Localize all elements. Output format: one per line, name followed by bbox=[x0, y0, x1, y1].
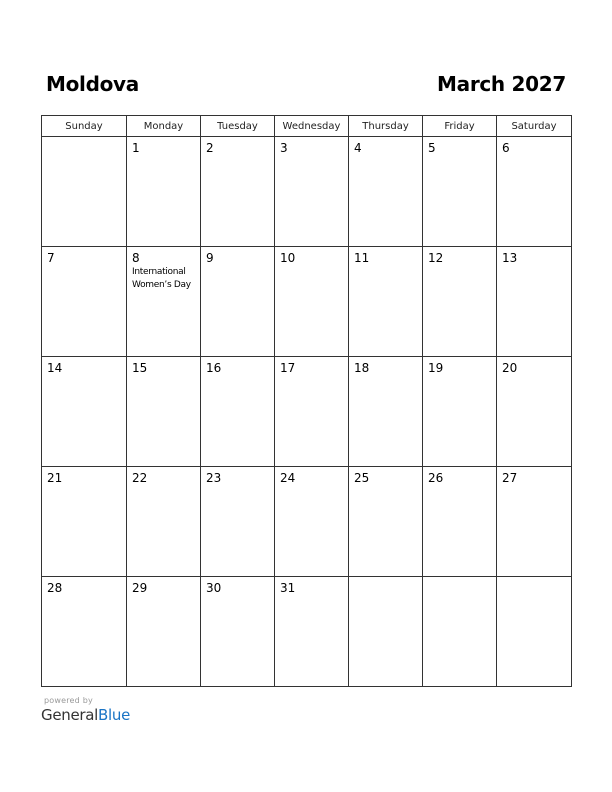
day-number: 26 bbox=[428, 471, 444, 485]
country-title: Moldova bbox=[46, 72, 139, 96]
weekday-thursday: Thursday bbox=[349, 116, 423, 137]
day-number: 24 bbox=[280, 471, 296, 485]
weekday-monday: Monday bbox=[127, 116, 201, 137]
day-number: 6 bbox=[502, 141, 510, 155]
day-number: 13 bbox=[502, 251, 518, 265]
day-cell bbox=[201, 357, 275, 467]
day-number: 29 bbox=[132, 581, 148, 595]
day-cell bbox=[497, 467, 572, 577]
weekday-sunday: Sunday bbox=[42, 116, 127, 137]
calendar-header bbox=[46, 70, 566, 100]
day-number: 16 bbox=[206, 361, 222, 375]
weekday-wednesday: Wednesday bbox=[275, 116, 349, 137]
day-cell bbox=[349, 467, 423, 577]
day-cell bbox=[349, 247, 423, 357]
day-cell bbox=[127, 357, 201, 467]
day-number: 15 bbox=[132, 361, 148, 375]
day-number bbox=[349, 577, 422, 581]
day-cell bbox=[42, 577, 127, 687]
brand-name-part1: General bbox=[41, 706, 99, 724]
day-number: 2 bbox=[206, 141, 214, 155]
day-cell bbox=[349, 137, 423, 247]
day-cell bbox=[349, 357, 423, 467]
week-row bbox=[42, 247, 572, 357]
day-number: 10 bbox=[280, 251, 296, 265]
day-cell bbox=[201, 577, 275, 687]
day-cell bbox=[497, 357, 572, 467]
day-cell bbox=[423, 137, 497, 247]
day-cell bbox=[275, 467, 349, 577]
day-number: 7 bbox=[47, 251, 55, 265]
day-number: 25 bbox=[354, 471, 370, 485]
day-number: 23 bbox=[206, 471, 222, 485]
day-cell bbox=[127, 137, 201, 247]
powered-by-text: powered by bbox=[44, 696, 93, 705]
calendar-grid bbox=[41, 115, 572, 687]
day-cell bbox=[275, 577, 349, 687]
day-number: 4 bbox=[354, 141, 362, 155]
day-number: 31 bbox=[280, 581, 296, 595]
day-number: 27 bbox=[502, 471, 518, 485]
holiday-label: International Women’s Day bbox=[132, 267, 191, 290]
day-number bbox=[423, 577, 496, 581]
day-number: 30 bbox=[206, 581, 222, 595]
day-number bbox=[42, 137, 126, 141]
weekday-saturday: Saturday bbox=[497, 116, 572, 137]
day-cell bbox=[423, 247, 497, 357]
day-number: 3 bbox=[280, 141, 288, 155]
day-cell bbox=[127, 467, 201, 577]
month-year-title: March 2027 bbox=[437, 72, 566, 96]
day-number: 12 bbox=[428, 251, 444, 265]
week-row bbox=[42, 357, 572, 467]
day-cell bbox=[349, 577, 423, 687]
day-cell bbox=[42, 467, 127, 577]
brand-name-part2: Blue bbox=[98, 706, 131, 724]
day-number: 22 bbox=[132, 471, 148, 485]
week-row bbox=[42, 467, 572, 577]
day-cell bbox=[275, 247, 349, 357]
day-cell bbox=[275, 137, 349, 247]
brand-logo[interactable] bbox=[41, 706, 130, 724]
day-cell bbox=[497, 137, 572, 247]
day-cell bbox=[127, 247, 201, 357]
day-cell bbox=[423, 467, 497, 577]
day-cell bbox=[127, 577, 201, 687]
week-row bbox=[42, 577, 572, 687]
week-row bbox=[42, 137, 572, 247]
day-cell bbox=[275, 357, 349, 467]
day-cell bbox=[42, 247, 127, 357]
day-cell bbox=[423, 357, 497, 467]
day-cell bbox=[201, 137, 275, 247]
day-cell bbox=[201, 247, 275, 357]
day-cell bbox=[42, 357, 127, 467]
day-number: 20 bbox=[502, 361, 518, 375]
day-cell bbox=[42, 137, 127, 247]
day-number: 21 bbox=[47, 471, 63, 485]
day-cell bbox=[497, 247, 572, 357]
day-number: 5 bbox=[428, 141, 436, 155]
day-number: 9 bbox=[206, 251, 214, 265]
weekday-tuesday: Tuesday bbox=[201, 116, 275, 137]
weekday-friday: Friday bbox=[423, 116, 497, 137]
day-cell bbox=[497, 577, 572, 687]
day-number bbox=[497, 577, 571, 581]
weekday-header-row bbox=[42, 116, 572, 137]
day-number: 14 bbox=[47, 361, 63, 375]
day-number: 19 bbox=[428, 361, 444, 375]
day-number: 11 bbox=[354, 251, 370, 265]
day-number: 1 bbox=[132, 141, 140, 155]
day-number: 18 bbox=[354, 361, 370, 375]
day-number: 8 bbox=[132, 251, 140, 265]
day-number: 17 bbox=[280, 361, 296, 375]
day-cell bbox=[201, 467, 275, 577]
day-number: 28 bbox=[47, 581, 63, 595]
day-cell bbox=[423, 577, 497, 687]
footer-branding bbox=[41, 696, 130, 724]
